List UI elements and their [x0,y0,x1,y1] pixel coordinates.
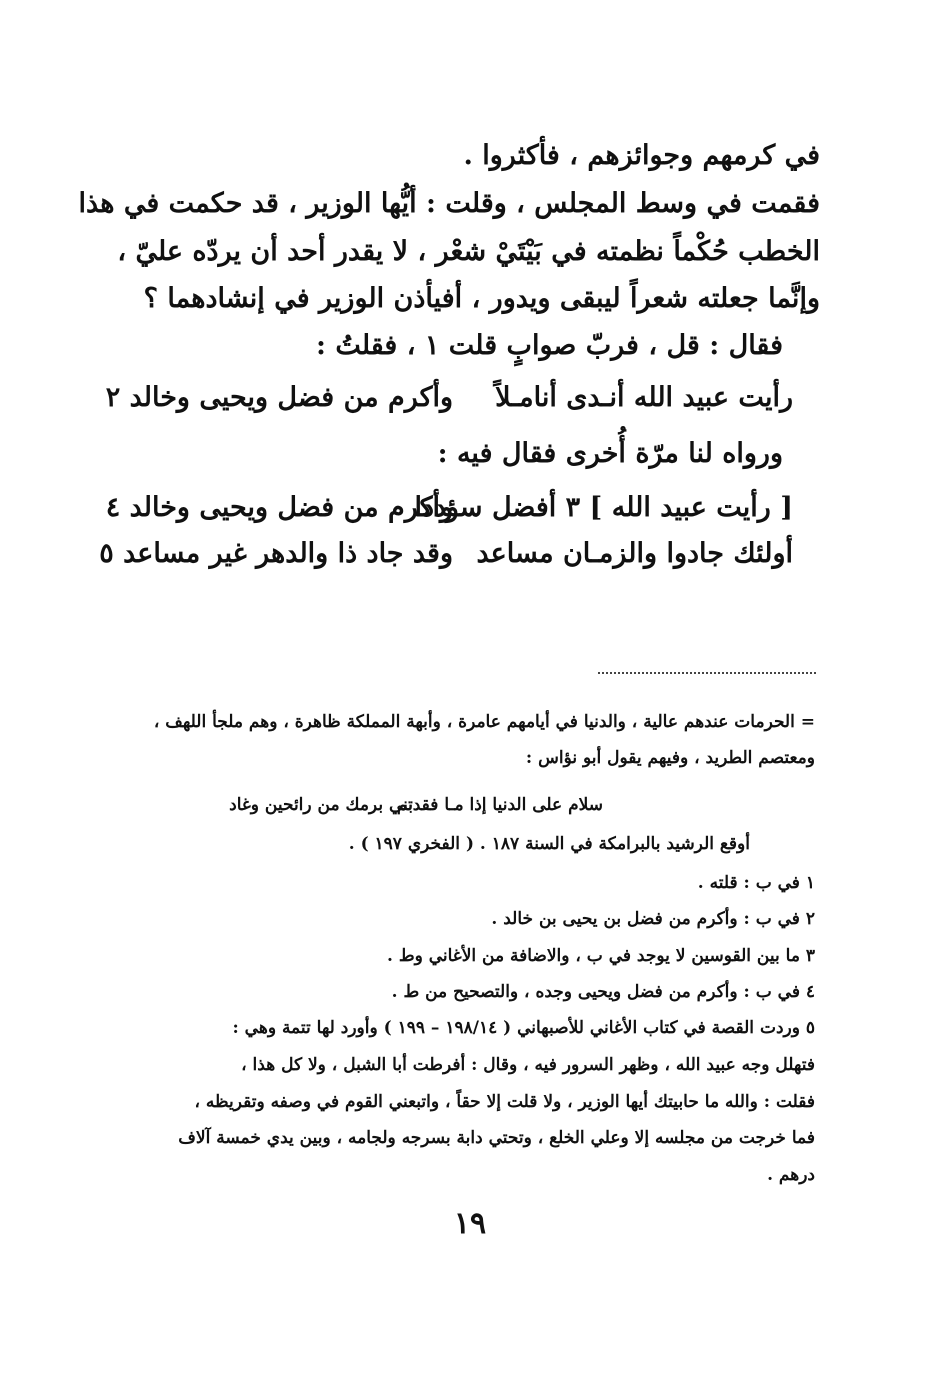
body-line-4: وإنَّما جعلته شعراً ليبقى ويدور ، أفيأذن الوزير في إنشادهما ؟ [143,283,820,314]
body-line-5: فقال : قل ، فربّ صوابٍ قلت ١ ، فقلتُ : [315,330,783,361]
footnote-separator [598,672,816,674]
footnote-1: ١ في ب : قلته . [697,873,815,893]
footnote-poem-second-hemistich: بني برمك من رائحين وغاد [229,795,413,815]
verse-1-second-hemistich: وأكرم من فضل ويحيى وخالد ٢ [105,382,453,413]
footnote-after-poem: أوقع الرشيد بالبرامكة في السنة ١٨٧ . ( الفخري ١٩٧ ) . [348,834,750,854]
footnote-2: ٢ في ب : وأكرم من فضل بن يحيى بن خالد . [491,909,815,929]
body-line-2: فقمت في وسط المجلس ، وقلت : أيُّها الوزير ، قد حكمت في هذا [78,188,820,219]
verse-3-first-hemistich: أولئك جادوا والزمـان مساعد [476,538,793,569]
footnote-4: ٤ في ب : وأكرم من فضل ويحيى وجده ، والتصحيح من ط . [391,982,815,1002]
page-number: ١٩ [453,1206,487,1241]
footnote-poem-first-hemistich: سلام على الدنيا إذا مـا فقدتم [396,795,603,815]
footnote-5-line-5: درهم . [767,1165,815,1185]
footnote-continuation-1: = الحرمات عندهم عالية ، والدنيا في أيامهم عامرة ، وأبهة المملكة ظاهرة ، وهم ملجأ اللهف ، [153,712,815,732]
verse-2-second-hemistich: وأكرم من فضل ويحيى وخالد ٤ [105,492,453,523]
narration-line: ورواه لنا مرّة أُخرى فقال فيه : [437,438,783,469]
footnote-5: ٥ وردت القصة في كتاب الأغاني للأصبهاني ( ١٩٨/١٤ – ١٩٩ ) وأورد لها تتمة وهي : [232,1018,815,1038]
verse-1-first-hemistich: رأيت عبيد الله أنـدى أنامـلاً [495,382,793,413]
footnote-3: ٣ ما بين القوسين لا يوجد في ب ، والاضافة من الأغاني وط . [387,946,815,966]
verse-3-second-hemistich: وقد جاد ذا والدهر غير مساعد ٥ [99,538,453,569]
footnote-5-line-4: فما خرجت من مجلسه إلا وعلي الخلع ، وتحتي دابة بسرجه ولجامه ، وبين يدي خمسة آلاف [178,1128,815,1148]
verse-2-first-hemistich: [ رأيت عبيد الله ] ٣ أفضل سؤددا [414,492,793,523]
body-line-1: في كرمهم وجوائزهم ، فأكثروا . [463,140,820,171]
footnote-5-line-2: فتهلل وجه عبيد الله ، وظهر السرور فيه ، وقال : أفرطت أبا الشبل ، ولا كل هذا ، [241,1055,815,1075]
footnote-continuation-2: ومعتصم الطريد ، وفيهم يقول أبو نؤاس : [525,748,815,768]
body-line-3: الخطب حُكْماً نظمته في بَيْتَيْ شعْر ، لا يقدر أحد أن يردّه عليّ ، [117,236,820,267]
footnote-5-line-3: فقلت : والله ما حابيتك أيها الوزير ، ولا قلت إلا حقاً ، واتبعني القوم في وصفه وتقريظه ، [194,1092,815,1112]
